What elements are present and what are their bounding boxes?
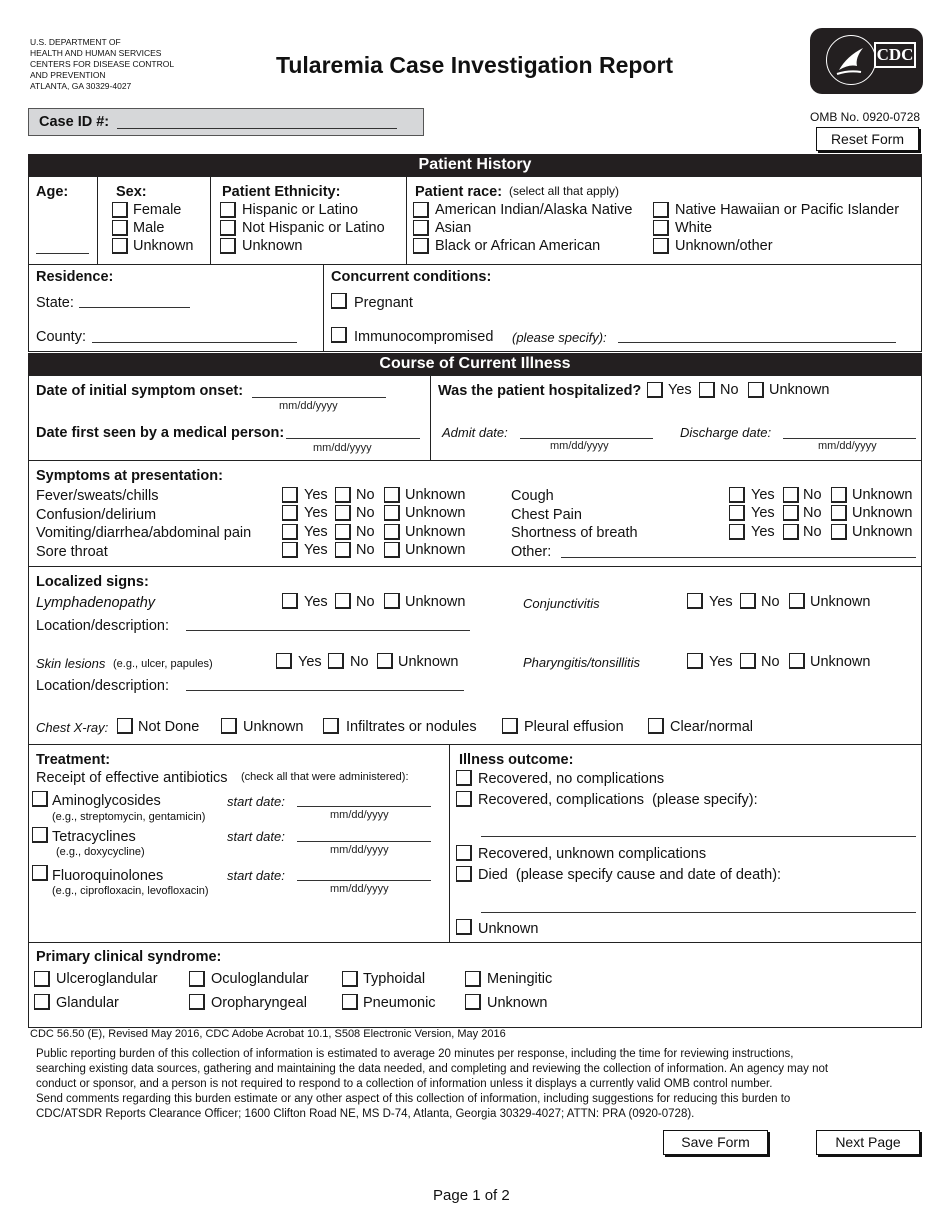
pharyngitis-yes-checkbox[interactable] bbox=[687, 653, 703, 669]
syndrome-option: Typhoidal bbox=[363, 971, 426, 987]
yes-label: Yes bbox=[709, 654, 733, 670]
unknown-label: Unknown bbox=[852, 487, 913, 503]
page-number: Page 1 of 2 bbox=[433, 1187, 510, 1204]
unknown-label: Unknown bbox=[769, 382, 830, 398]
pharyngitis-no-checkbox[interactable] bbox=[740, 653, 756, 669]
sex-label: Sex: bbox=[116, 184, 147, 200]
skin-yes-checkbox[interactable] bbox=[276, 653, 292, 669]
lymph-location-input[interactable] bbox=[186, 630, 470, 631]
no-label: No bbox=[350, 654, 369, 670]
tetracyclines-checkbox[interactable] bbox=[32, 827, 48, 843]
no-label: No bbox=[356, 505, 375, 521]
no-label: No bbox=[803, 505, 822, 521]
conjunctivitis-unknown-checkbox[interactable] bbox=[789, 593, 805, 609]
divider bbox=[97, 176, 98, 264]
xray-clear-checkbox[interactable] bbox=[648, 718, 664, 734]
immunocompromised-label: Immunocompromised bbox=[354, 329, 494, 345]
symptom-yes-checkbox[interactable] bbox=[729, 487, 745, 503]
drug-name: Aminoglycosides bbox=[52, 793, 161, 809]
syndrome-option: Pneumonic bbox=[363, 995, 436, 1011]
race-hint: (select all that apply) bbox=[509, 184, 620, 198]
case-id-input[interactable] bbox=[117, 128, 397, 129]
complications-specify-input[interactable] bbox=[481, 836, 916, 837]
skin-lesions-hint: (e.g., ulcer, papules) bbox=[113, 658, 213, 670]
symptom-no-checkbox[interactable] bbox=[335, 487, 351, 503]
outcome-option: Unknown bbox=[478, 921, 539, 937]
symptom-yes-checkbox[interactable] bbox=[282, 524, 298, 540]
agency-line: AND PREVENTION bbox=[30, 70, 106, 80]
unknown-label: Unknown bbox=[810, 594, 871, 610]
reset-form-button[interactable]: Reset Form bbox=[816, 127, 919, 151]
syndrome-checkbox[interactable] bbox=[465, 994, 481, 1010]
burden-line: CDC/ATSDR Reports Clearance Officer; 1600 Clifton Road NE, MS D-74, Atlanta, Georgia 30329-4027; ATTN: PRA (0920-0728). bbox=[36, 1108, 695, 1120]
discharge-date-input[interactable] bbox=[783, 438, 916, 439]
symptom-unknown-checkbox[interactable] bbox=[384, 505, 400, 521]
omb-number: OMB No. 0920-0728 bbox=[810, 110, 921, 124]
outcome-checkbox[interactable] bbox=[456, 919, 472, 935]
syndrome-checkbox[interactable] bbox=[465, 971, 481, 987]
unknown-label: Unknown bbox=[852, 505, 913, 521]
no-label: No bbox=[803, 524, 822, 540]
symptom-label: Confusion/delirium bbox=[36, 507, 157, 523]
yes-label: Yes bbox=[751, 524, 775, 540]
burden-line: Public reporting burden of this collection of information is estimated to average 20 minutes per response, including the time for reviewing instructions, bbox=[36, 1048, 794, 1060]
race-checkbox[interactable] bbox=[413, 202, 429, 218]
no-label: No bbox=[761, 654, 780, 670]
syndrome-checkbox[interactable] bbox=[189, 971, 205, 987]
aminoglycosides-checkbox[interactable] bbox=[32, 791, 48, 807]
xray-option: Pleural effusion bbox=[524, 719, 624, 735]
pregnant-label: Pregnant bbox=[354, 295, 413, 311]
unknown-label: Unknown bbox=[405, 487, 466, 503]
yes-label: Yes bbox=[751, 505, 775, 521]
sex-option: Female bbox=[133, 202, 182, 218]
symptom-unknown-checkbox[interactable] bbox=[831, 524, 847, 540]
burden-line: searching existing data sources, gathering and maintaining the data needed, and completing and reviewing the collection of information. An agency may not bbox=[36, 1063, 829, 1075]
xray-option: Clear/normal bbox=[670, 719, 753, 735]
divider bbox=[28, 264, 922, 265]
ethnicity-not-hispanic-checkbox[interactable] bbox=[220, 220, 236, 236]
admit-date-input[interactable] bbox=[520, 438, 653, 439]
burden-statement bbox=[36, 1047, 916, 1122]
symptom-label: Shortness of breath bbox=[511, 525, 638, 541]
cdc-logo bbox=[810, 28, 923, 94]
yes-label: Yes bbox=[751, 487, 775, 503]
divider bbox=[323, 264, 324, 352]
yes-label: Yes bbox=[304, 505, 328, 521]
ethnicity-hispanic-checkbox[interactable] bbox=[220, 202, 236, 218]
state-input[interactable] bbox=[79, 307, 190, 308]
symptom-label: Vomiting/diarrhea/abdominal pain bbox=[36, 525, 252, 541]
symptom-no-checkbox[interactable] bbox=[335, 542, 351, 558]
conjunctivitis-yes-checkbox[interactable] bbox=[687, 593, 703, 609]
unknown-label: Unknown bbox=[405, 505, 466, 521]
outcome-option: Died (please specify cause and date of death): bbox=[478, 867, 782, 883]
symptom-label: Chest Pain bbox=[511, 507, 582, 523]
sex-unknown-checkbox[interactable] bbox=[112, 238, 128, 254]
xray-unknown-checkbox[interactable] bbox=[221, 718, 237, 734]
divider bbox=[28, 566, 922, 567]
unknown-label: Unknown bbox=[398, 654, 459, 670]
residence-label: Residence: bbox=[36, 269, 114, 285]
date-format-hint: mm/dd/yyyy bbox=[313, 442, 372, 454]
symptom-yes-checkbox[interactable] bbox=[729, 524, 745, 540]
drug-name: Tetracyclines bbox=[52, 829, 136, 845]
other-symptom-label: Other: bbox=[511, 544, 552, 560]
onset-label: Date of initial symptom onset: bbox=[36, 383, 244, 399]
symptom-no-checkbox[interactable] bbox=[783, 524, 799, 540]
age-label: Age: bbox=[36, 184, 69, 200]
drug-examples: (e.g., doxycycline) bbox=[56, 846, 145, 858]
outcome-checkbox[interactable] bbox=[456, 791, 472, 807]
antibiotics-receipt-label: Receipt of effective antibiotics bbox=[36, 770, 228, 786]
immunocompromised-specify-input[interactable] bbox=[618, 342, 896, 343]
outcome-checkbox[interactable] bbox=[456, 866, 472, 882]
syndrome-option: Glandular bbox=[56, 995, 119, 1011]
syndrome-checkbox[interactable] bbox=[189, 994, 205, 1010]
yes-label: Yes bbox=[304, 487, 328, 503]
chest-xray-label: Chest X-ray: bbox=[36, 720, 109, 735]
lymph-yes-checkbox[interactable] bbox=[282, 593, 298, 609]
ethnicity-option: Unknown bbox=[242, 238, 303, 254]
symptom-label: Sore throat bbox=[36, 544, 108, 560]
race-option: Native Hawaiian or Pacific Islander bbox=[675, 202, 900, 218]
outcome-option: Recovered, complications (please specify): bbox=[478, 792, 758, 808]
sex-option: Male bbox=[133, 220, 165, 236]
aminoglycosides-start-date-input[interactable] bbox=[297, 806, 431, 807]
symptom-label: Cough bbox=[511, 488, 554, 504]
syndrome-option: Oculoglandular bbox=[211, 971, 309, 987]
race-option: Unknown/other bbox=[675, 238, 773, 254]
fluoroquinolones-start-date-input[interactable] bbox=[297, 880, 431, 881]
case-id-box bbox=[28, 108, 424, 136]
hospitalized-yes-checkbox[interactable] bbox=[647, 382, 663, 398]
unknown-label: Unknown bbox=[405, 524, 466, 540]
symptom-yes-checkbox[interactable] bbox=[282, 505, 298, 521]
hhs-seal-icon bbox=[826, 35, 876, 85]
hospitalized-label: Was the patient hospitalized? bbox=[438, 383, 642, 399]
syndrome-label: Primary clinical syndrome: bbox=[36, 949, 222, 965]
start-date-label: start date: bbox=[227, 829, 285, 844]
please-specify-label: (please specify): bbox=[512, 330, 607, 345]
pharyngitis-label: Pharyngitis/tonsillitis bbox=[523, 655, 641, 670]
cdc-logo-text: CDC bbox=[874, 42, 916, 68]
section-header-course: Course of Current Illness bbox=[28, 353, 922, 375]
outcome-label: Illness outcome: bbox=[459, 752, 574, 768]
no-label: No bbox=[720, 382, 739, 398]
syndrome-checkbox[interactable] bbox=[34, 971, 50, 987]
date-format-hint: mm/dd/yyyy bbox=[818, 440, 877, 452]
drug-name: Fluoroquinolones bbox=[52, 868, 164, 884]
race-option: Asian bbox=[435, 220, 472, 236]
antibiotics-receipt-hint: (check all that were administered): bbox=[241, 771, 409, 783]
treatment-label: Treatment: bbox=[36, 752, 111, 768]
yes-label: Yes bbox=[304, 542, 328, 558]
date-format-hint: mm/dd/yyyy bbox=[330, 883, 389, 895]
xray-option: Infiltrates or nodules bbox=[346, 719, 477, 735]
location-label: Location/description: bbox=[36, 678, 169, 694]
lymph-no-checkbox[interactable] bbox=[335, 593, 351, 609]
symptom-unknown-checkbox[interactable] bbox=[384, 542, 400, 558]
symptom-unknown-checkbox[interactable] bbox=[831, 505, 847, 521]
county-label: County: bbox=[36, 329, 86, 345]
race-label: Patient race: bbox=[415, 184, 503, 200]
syndrome-checkbox[interactable] bbox=[34, 994, 50, 1010]
symptoms-label: Symptoms at presentation: bbox=[36, 468, 223, 484]
ethnicity-option: Hispanic or Latino bbox=[242, 202, 359, 218]
start-date-label: start date: bbox=[227, 868, 285, 883]
symptom-no-checkbox[interactable] bbox=[783, 487, 799, 503]
drug-examples: (e.g., streptomycin, gentamicin) bbox=[52, 811, 206, 823]
syndrome-option: Meningitic bbox=[487, 971, 553, 987]
ethnicity-label: Patient Ethnicity: bbox=[222, 184, 341, 200]
case-id-label: Case ID #: bbox=[39, 114, 110, 130]
date-format-hint: mm/dd/yyyy bbox=[330, 844, 389, 856]
divider bbox=[430, 375, 431, 460]
symptom-label: Fever/sweats/chills bbox=[36, 488, 159, 504]
symptom-unknown-checkbox[interactable] bbox=[384, 487, 400, 503]
state-label: State: bbox=[36, 295, 74, 311]
outcome-checkbox[interactable] bbox=[456, 845, 472, 861]
divider bbox=[28, 460, 922, 461]
lymph-unknown-checkbox[interactable] bbox=[384, 593, 400, 609]
no-label: No bbox=[356, 524, 375, 540]
race-checkbox[interactable] bbox=[653, 220, 669, 236]
divider bbox=[210, 176, 211, 264]
symptom-yes-checkbox[interactable] bbox=[282, 542, 298, 558]
skin-lesions-label: Skin lesions bbox=[36, 656, 106, 671]
ethnicity-option: Not Hispanic or Latino bbox=[242, 220, 385, 236]
other-symptom-input[interactable] bbox=[561, 557, 916, 558]
first-seen-label: Date first seen by a medical person: bbox=[36, 425, 285, 441]
sex-option: Unknown bbox=[133, 238, 194, 254]
agency-line: ATLANTA, GA 30329-4027 bbox=[30, 81, 132, 91]
next-page-button[interactable]: Next Page bbox=[816, 1130, 920, 1155]
start-date-label: start date: bbox=[227, 794, 285, 809]
symptom-yes-checkbox[interactable] bbox=[282, 487, 298, 503]
unknown-label: Unknown bbox=[810, 654, 871, 670]
sex-female-checkbox[interactable] bbox=[112, 202, 128, 218]
no-label: No bbox=[356, 487, 375, 503]
lymphadenopathy-label: Lymphadenopathy bbox=[36, 595, 156, 611]
syndrome-checkbox[interactable] bbox=[342, 994, 358, 1010]
xray-infiltrates-checkbox[interactable] bbox=[323, 718, 339, 734]
onset-date-input[interactable] bbox=[252, 397, 386, 398]
race-option: White bbox=[675, 220, 713, 236]
agency-block bbox=[30, 37, 174, 92]
no-label: No bbox=[356, 542, 375, 558]
pharyngitis-unknown-checkbox[interactable] bbox=[789, 653, 805, 669]
fluoroquinolones-checkbox[interactable] bbox=[32, 865, 48, 881]
xray-pleural-checkbox[interactable] bbox=[502, 718, 518, 734]
conjunctivitis-no-checkbox[interactable] bbox=[740, 593, 756, 609]
date-format-hint: mm/dd/yyyy bbox=[330, 809, 389, 821]
yes-label: Yes bbox=[298, 654, 322, 670]
sex-male-checkbox[interactable] bbox=[112, 220, 128, 236]
outcome-checkbox[interactable] bbox=[456, 770, 472, 786]
skin-location-input[interactable] bbox=[186, 690, 464, 691]
yes-label: Yes bbox=[709, 594, 733, 610]
first-seen-date-input[interactable] bbox=[286, 438, 420, 439]
symptom-yes-checkbox[interactable] bbox=[729, 505, 745, 521]
symptom-unknown-checkbox[interactable] bbox=[384, 524, 400, 540]
skin-unknown-checkbox[interactable] bbox=[377, 653, 393, 669]
section-header-patient-history: Patient History bbox=[28, 154, 922, 176]
xray-option: Not Done bbox=[138, 719, 200, 735]
syndrome-option: Oropharyngeal bbox=[211, 995, 307, 1011]
unknown-label: Unknown bbox=[405, 542, 466, 558]
no-label: No bbox=[356, 594, 375, 610]
outcome-option: Recovered, unknown complications bbox=[478, 846, 707, 862]
drug-examples: (e.g., ciprofloxacin, levofloxacin) bbox=[52, 885, 209, 897]
syndrome-option: Unknown bbox=[487, 995, 548, 1011]
ethnicity-unknown-checkbox[interactable] bbox=[220, 238, 236, 254]
yes-label: Yes bbox=[304, 524, 328, 540]
xray-option: Unknown bbox=[243, 719, 304, 735]
age-input[interactable] bbox=[36, 253, 89, 254]
symptom-unknown-checkbox[interactable] bbox=[831, 487, 847, 503]
tetracyclines-start-date-input[interactable] bbox=[297, 841, 431, 842]
date-format-hint: mm/dd/yyyy bbox=[550, 440, 609, 452]
hospitalized-no-checkbox[interactable] bbox=[699, 382, 715, 398]
burden-line: Send comments regarding this burden estimate or any other aspect of this collection of information, including suggestions for reducing this burden to bbox=[36, 1093, 791, 1105]
hospitalized-unknown-checkbox[interactable] bbox=[748, 382, 764, 398]
localized-signs-label: Localized signs: bbox=[36, 574, 149, 590]
race-checkbox[interactable] bbox=[413, 238, 429, 254]
county-input[interactable] bbox=[92, 342, 297, 343]
no-label: No bbox=[803, 487, 822, 503]
race-checkbox[interactable] bbox=[653, 202, 669, 218]
outcome-option: Recovered, no complications bbox=[478, 771, 665, 787]
unknown-label: Unknown bbox=[852, 524, 913, 540]
divider bbox=[449, 744, 450, 943]
admit-date-label: Admit date: bbox=[442, 425, 508, 440]
agency-line: U.S. DEPARTMENT OF bbox=[30, 37, 121, 47]
agency-line: CENTERS FOR DISEASE CONTROL bbox=[30, 59, 175, 69]
page-title: Tularemia Case Investigation Report bbox=[276, 52, 674, 78]
syndrome-checkbox[interactable] bbox=[342, 971, 358, 987]
pregnant-checkbox[interactable] bbox=[331, 293, 347, 309]
skin-no-checkbox[interactable] bbox=[328, 653, 344, 669]
no-label: No bbox=[761, 594, 780, 610]
race-checkbox[interactable] bbox=[653, 238, 669, 254]
divider bbox=[406, 176, 407, 264]
race-option: Black or African American bbox=[435, 238, 601, 254]
concurrent-label: Concurrent conditions: bbox=[331, 269, 492, 285]
unknown-label: Unknown bbox=[405, 594, 466, 610]
yes-label: Yes bbox=[668, 382, 692, 398]
location-label: Location/description: bbox=[36, 618, 169, 634]
save-form-button[interactable]: Save Form bbox=[663, 1130, 768, 1155]
agency-line: HEALTH AND HUMAN SERVICES bbox=[30, 48, 162, 58]
discharge-date-label: Discharge date: bbox=[680, 425, 772, 440]
conjunctivitis-label: Conjunctivitis bbox=[523, 596, 600, 611]
burden-line: conduct or sponsor, and a person is not required to respond to a collection of information unless it displays a currently valid OMB control number. bbox=[36, 1078, 773, 1090]
syndrome-option: Ulceroglandular bbox=[56, 971, 158, 987]
symptom-no-checkbox[interactable] bbox=[335, 524, 351, 540]
xray-not-done-checkbox[interactable] bbox=[117, 718, 133, 734]
revision-note: CDC 56.50 (E), Revised May 2016, CDC Adobe Acrobat 10.1, S508 Electronic Version, May 2016 bbox=[30, 1028, 506, 1040]
date-format-hint: mm/dd/yyyy bbox=[279, 400, 338, 412]
yes-label: Yes bbox=[304, 594, 328, 610]
immunocompromised-checkbox[interactable] bbox=[331, 327, 347, 343]
race-option: American Indian/Alaska Native bbox=[435, 202, 633, 218]
symptom-no-checkbox[interactable] bbox=[783, 505, 799, 521]
race-checkbox[interactable] bbox=[413, 220, 429, 236]
symptom-no-checkbox[interactable] bbox=[335, 505, 351, 521]
death-specify-input[interactable] bbox=[481, 912, 916, 913]
